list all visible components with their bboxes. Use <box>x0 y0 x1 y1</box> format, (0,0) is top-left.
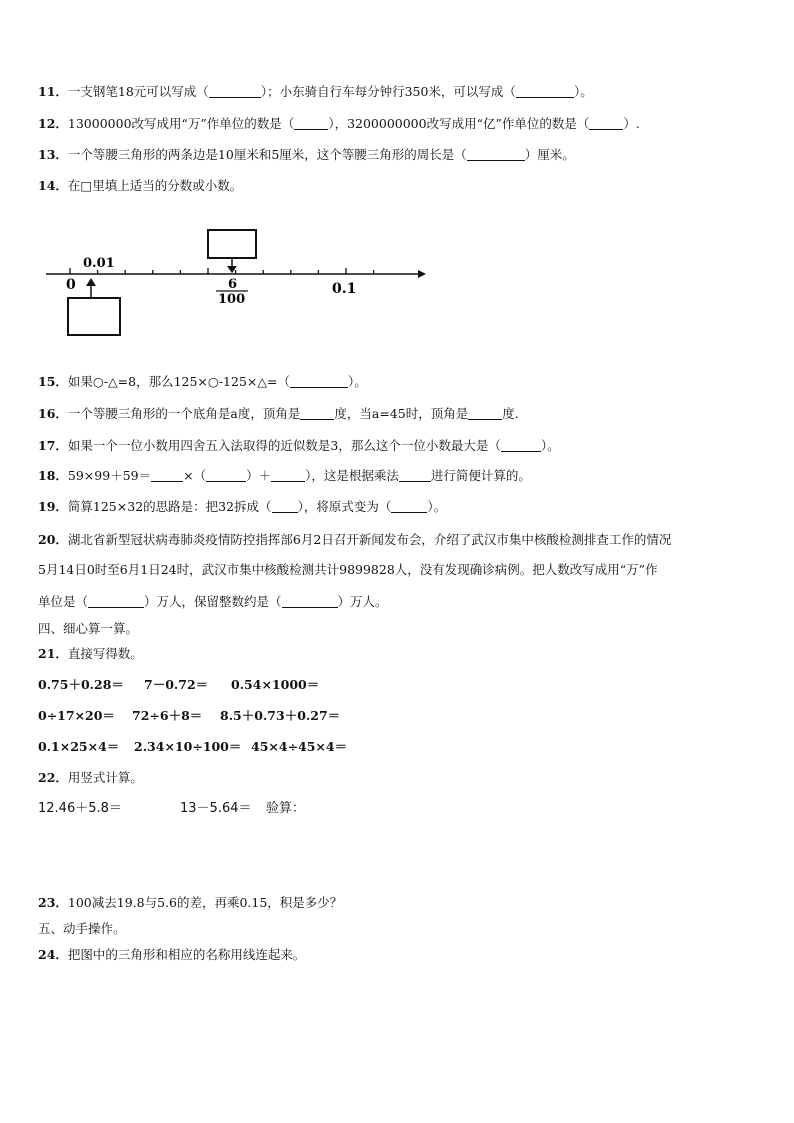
axis-arrow-icon <box>418 270 426 278</box>
question-text: 湖北省新型冠状病毒肺炎疫情防控指挥部6月2日召开新闻发布会，介绍了武汉市集中核酸检测排查工作的情况 <box>67 532 672 547</box>
question-number: 19． <box>38 499 68 514</box>
question-text: ）。 <box>573 84 593 99</box>
question-text: 一个等腰三角形的一个底角是a度，顶角是 <box>67 406 301 421</box>
question-text: 用竖式计算。 <box>67 770 143 785</box>
question-number: 11． <box>38 84 68 99</box>
question-text: 一支钢笔18元可以写成（ <box>67 84 209 99</box>
answer-box-bottom[interactable] <box>68 298 120 335</box>
question-14 <box>38 178 242 194</box>
question-text: 度. <box>502 406 519 421</box>
calc-item: 0.75＋0.28＝ <box>38 677 124 692</box>
question-number: 24． <box>38 947 68 962</box>
question-17 <box>38 438 560 454</box>
answer-blank[interactable] <box>516 85 574 98</box>
calc-item: 12.46＋5.8＝ <box>38 801 122 816</box>
question-text: 如果○-△=8，那么125×○-125×△=（ <box>67 374 290 389</box>
question-number: 20． <box>38 532 68 547</box>
answer-blank[interactable] <box>468 407 502 420</box>
question-text: 简算125×32的思路是：把32拆成（ <box>67 499 272 514</box>
question-20-line-2 <box>38 562 658 578</box>
answer-blank[interactable] <box>467 148 525 161</box>
question-text: 在□里填上适当的分数或小数。 <box>67 178 243 193</box>
question-number: 23． <box>38 895 68 910</box>
question-text: ）万人，保留整数约是（ <box>144 594 282 609</box>
question-number: 14． <box>38 178 68 193</box>
calc-item: 8.5＋0.73＋0.27＝ <box>220 708 341 723</box>
calc-item: 2.34×10÷100＝ <box>134 739 242 754</box>
question-text: 进行简便计算的。 <box>430 468 531 483</box>
question-text: 100减去19.8与5.6的差，再乘0.15，积是多少？ <box>67 895 343 910</box>
answer-blank[interactable] <box>290 375 348 388</box>
question-text: 把图中的三角形和相应的名称用线连起来。 <box>67 947 306 962</box>
question-text: ），这是根据乘法 <box>305 468 399 483</box>
check-label: 验算： <box>266 801 306 816</box>
question-text: ）厘米。 <box>524 147 575 162</box>
question-19 <box>38 499 446 515</box>
question-text: ）＋ <box>246 468 272 483</box>
calc-item: 0÷17×20＝ <box>38 708 115 723</box>
question-20-line-1 <box>38 532 671 548</box>
question-text: ）。 <box>347 374 367 389</box>
answer-blank[interactable] <box>272 500 298 513</box>
answer-blank[interactable] <box>391 500 427 513</box>
question-number: 17． <box>38 438 68 453</box>
question-12 <box>38 116 640 132</box>
answer-blank[interactable] <box>206 469 246 482</box>
question-text: ×（ <box>183 468 207 483</box>
answer-blank[interactable] <box>300 407 334 420</box>
question-text: ）万人。 <box>337 594 388 609</box>
question-text: 直接写得数。 <box>67 646 143 661</box>
question-13 <box>38 147 575 163</box>
arrow-up-icon <box>86 278 96 286</box>
answer-blank[interactable] <box>271 469 305 482</box>
calc-item: 72÷6＋8＝ <box>132 708 203 723</box>
answer-blank[interactable] <box>209 85 261 98</box>
tick-label-0-01: 0.01 <box>83 256 115 271</box>
question-21 <box>38 646 143 662</box>
answer-blank[interactable] <box>501 439 541 452</box>
question-number: 22． <box>38 770 68 785</box>
question-16 <box>38 406 519 422</box>
calc-item: 13－5.64＝ <box>180 801 252 816</box>
question-23 <box>38 895 342 911</box>
tick-label-zero: 0 <box>66 277 76 293</box>
question-24 <box>38 947 305 963</box>
question-number: 16． <box>38 406 68 421</box>
question-text: 如果一个一位小数用四舍五入法取得的近似数是3，那么这个一位小数最大是（ <box>67 438 501 453</box>
question-number: 12． <box>38 116 68 131</box>
question-20-line-3 <box>38 594 388 610</box>
section-heading-5: 五、动手操作。 <box>38 921 126 936</box>
question-text: ），3200000000改写成用“亿”作单位的数是（ <box>328 116 590 131</box>
number-line-ticks <box>70 268 374 274</box>
question-text: ），将原式变为（ <box>297 499 392 514</box>
question-11 <box>38 84 593 100</box>
answer-box-top[interactable] <box>208 230 256 258</box>
answer-blank[interactable] <box>589 117 623 130</box>
calc-item: 45×4÷45×4＝ <box>251 739 348 754</box>
number-line-figure <box>40 222 440 340</box>
answer-blank[interactable] <box>88 595 144 608</box>
question-text: ）。 <box>540 438 560 453</box>
question-text: ）. <box>623 116 640 131</box>
question-text: ）；小东骑自行车每分钟行350米，可以写成（ <box>260 84 516 99</box>
question-number: 18． <box>38 468 68 483</box>
question-number: 15． <box>38 374 68 389</box>
question-text: ）。 <box>427 499 447 514</box>
question-text: 59×99＋59＝ <box>67 468 152 483</box>
calc-item: 0.1×25×4＝ <box>38 739 120 754</box>
fraction-denominator: 100 <box>218 292 246 307</box>
calc-item: 0.54×1000＝ <box>231 677 320 692</box>
answer-blank[interactable] <box>282 595 338 608</box>
section-heading-4: 四、细心算一算。 <box>38 621 139 636</box>
tick-label-0-1: 0.1 <box>332 281 357 297</box>
question-22 <box>38 770 143 786</box>
calc-item: 7－0.72＝ <box>144 677 209 692</box>
question-number: 13． <box>38 147 68 162</box>
question-18 <box>38 468 531 484</box>
answer-blank[interactable] <box>399 469 431 482</box>
question-number: 21． <box>38 646 68 661</box>
question-text: 单位是（ <box>38 594 89 609</box>
answer-blank[interactable] <box>151 469 183 482</box>
answer-blank[interactable] <box>294 117 328 130</box>
question-15 <box>38 374 367 390</box>
question-text: 13000000改写成用“万”作单位的数是（ <box>67 116 295 131</box>
question-text: 度，当a=45时，顶角是 <box>334 406 469 421</box>
question-text: 5月14日0时至6月1日24时，武汉市集中核酸检测共计9899828人，没有发现确诊病例。把人数改写成用“万”作 <box>38 562 658 577</box>
question-text: 一个等腰三角形的两条边是10厘米和5厘米，这个等腰三角形的周长是（ <box>67 147 467 162</box>
fraction-numerator: 6 <box>228 277 238 292</box>
